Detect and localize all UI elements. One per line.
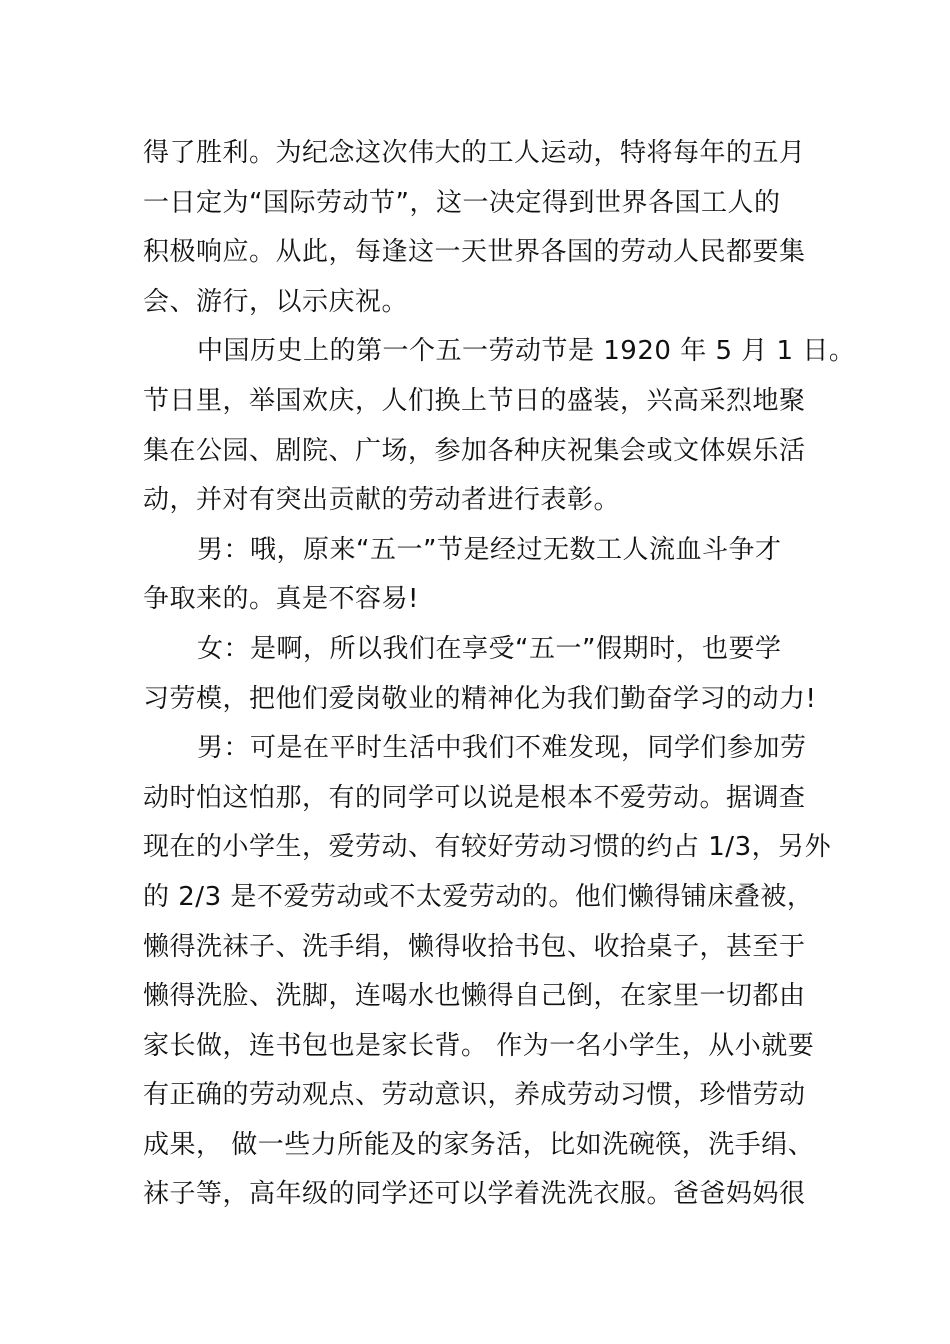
text-line: 懒得洗袜子、洗手绢，懒得收拾书包、收拾桌子，甚至于	[143, 931, 806, 962]
text-line: 女：是啊，所以我们在享受“五一”假期时，也要学	[197, 633, 782, 664]
text-line: 一日定为“国际劳动节”，这一决定得到世界各国工人的	[143, 187, 781, 218]
text-line: 的 2/3 是不爱劳动或不太爱劳动的。他们懒得铺床叠被，	[143, 881, 814, 912]
text-line: 家长做，连书包也是家长背。 作为一名小学生，从小就要	[143, 1030, 815, 1061]
text-line: 得了胜利。为纪念这次伟大的工人运动，特将每年的五月	[143, 138, 806, 168]
text-line: 会、游行，以示庆祝。	[143, 286, 409, 317]
text-line: 懒得洗脸、洗脚，连喝水也懒得自己倒，在家里一切都由	[143, 981, 806, 1012]
text-line: 习劳模，把他们爱岗敬业的精神化为我们勤奋学习的动力!	[143, 683, 817, 714]
text-line: 男：哦，原来“五一”节是经过无数工人流血斗争才	[197, 534, 782, 565]
text-line: 有正确的劳动观点、劳动意识，养成劳动习惯，珍惜劳动	[143, 1080, 806, 1111]
text-line: 动，并对有突出贡献的劳动者进行表彰。	[143, 485, 621, 516]
text-line: 男：可是在平时生活中我们不难发现，同学们参加劳	[197, 733, 807, 764]
text-line: 节日里，举国欢庆，人们换上节日的盛装，兴高采烈地聚	[143, 385, 806, 416]
text-line: 集在公园、剧院、广场，参加各种庆祝集会或文体娱乐活	[143, 435, 806, 466]
text-line: 现在的小学生，爱劳动、有较好劳动习惯的约占 1/3，另外	[143, 832, 832, 863]
document-body	[143, 129, 856, 1220]
text-line: 袜子等，高年级的同学还可以学着洗洗衣服。爸爸妈妈很	[143, 1179, 806, 1210]
text-line: 成果， 做一些力所能及的家务活，比如洗碗筷，洗手绢、	[143, 1129, 815, 1160]
text-line: 争取来的。真是不容易!	[143, 584, 419, 615]
text-line: 中国历史上的第一个五一劳动节是 1920 年 5 月 1 日。	[197, 336, 856, 367]
text-line: 积极响应。从此，每逢这一天世界各国的劳动人民都要集	[143, 237, 806, 268]
text-line: 动时怕这怕那，有的同学可以说是根本不爱劳动。据调查	[143, 782, 806, 813]
